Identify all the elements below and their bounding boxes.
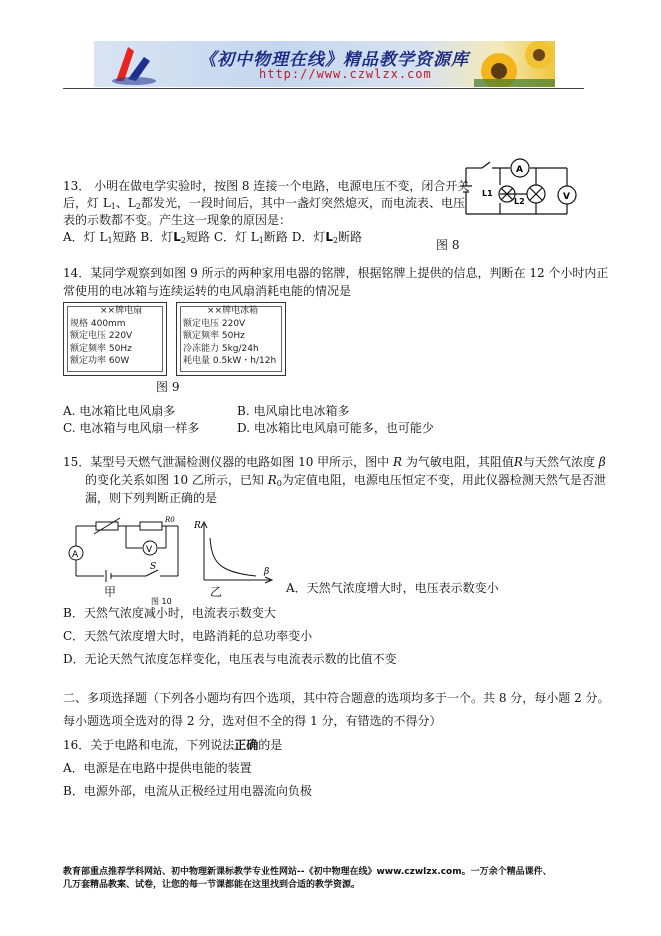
- figure8-caption: 图 8: [436, 238, 460, 252]
- fig8-voltmeter-label: V: [563, 192, 570, 202]
- q13-line3: 表的示数都不变。产生这一现象的原因是：: [63, 213, 292, 227]
- fig8-lamp1-label: L1: [482, 189, 493, 198]
- fridge-plate-row: 额定电压 220V: [183, 318, 246, 329]
- header-divider: [63, 88, 584, 89]
- fig8-lamp2-label: L2: [514, 197, 525, 206]
- fig10-switch-label: S: [150, 562, 157, 572]
- figure10-circuit: [66, 514, 184, 584]
- fan-plate-row: 额定电压 220V: [70, 331, 133, 341]
- graph-beta-axis-label: β: [264, 567, 270, 577]
- banner-title: 《初中物理在线》精品教学资源库: [199, 50, 469, 70]
- q16-option-a: A．电源是在电路中提供电能的装置: [63, 761, 252, 775]
- q15-line3: 漏，则下列判断正确的是: [85, 491, 218, 505]
- fridge-plate-row: 额定频率 50Hz: [183, 331, 245, 341]
- fan-plate-row: 额定功率 60W: [70, 356, 130, 366]
- header-banner: [94, 41, 555, 87]
- q15-option-c: C．天然气浓度增大时，电路消耗的总功率变小: [63, 629, 313, 643]
- q16-option-b: B．电源外部，电流从正极经过用电器流向负极: [63, 784, 312, 798]
- q13-line2: 后，灯 $L_1$、$L_2$都发光，一段时间后，其中一盏灯突然熄灭，而电流表、电压: [63, 196, 465, 211]
- fig10-r0-label: R0: [165, 516, 175, 524]
- fan-plate-row: 额定频率 50Hz: [70, 343, 132, 354]
- q15-option-d: D．无论天然气浓度怎样变化，电压表与电流表示数的比值不变: [63, 652, 397, 666]
- banner-url[interactable]: http://www.czwlzx.com: [259, 67, 432, 81]
- figure10-yi-label: 乙: [210, 585, 223, 599]
- figure9-caption: 图 9: [156, 380, 180, 394]
- section2-instructions-line1: 二、多项选择题（下列各小题均有四个选项，其中符合题意的选项均多于一个。共 8 分，每小题 2 分。: [63, 691, 610, 705]
- q14-option-a: A. 电冰箱比电风扇多: [63, 404, 176, 418]
- figure10-graph: [194, 518, 276, 584]
- fridge-plate-title: ××牌电冰箱: [207, 306, 259, 316]
- q13-options: A．灯 $L_1$短路 B．灯$L_2$短路 C．灯 $L_1$断路 D．灯$L_2$断路: [63, 230, 363, 245]
- q15-line1: 15．某型号天燃气泄漏检测仪器的电路如图 10 甲所示，图中 R 为气敏电阻，其阻值R与天然气浓度 β: [63, 455, 606, 469]
- q15-option-b: B．天然气浓度减小时，电流表示数变大: [63, 606, 276, 620]
- q14-option-c: C. 电冰箱与电风扇一样多: [63, 421, 200, 435]
- fig8-ammeter-label: A: [516, 165, 523, 175]
- figure8-circuit: [460, 158, 582, 220]
- fig10-ammeter-label: A: [72, 550, 79, 560]
- fridge-plate-row: 冷冻能力 5kg/24h: [183, 343, 259, 354]
- figure10-caption: 图 10: [151, 597, 172, 606]
- fan-plate-title: ××牌电扇: [100, 306, 143, 316]
- q16-stem: 16．关于电路和电流，下列说法正确的是: [63, 738, 283, 752]
- q15-line2: 的变化关系如图 10 乙所示，已知 $R_0$为定值电阻，电源电压恒定不变，用此仪器检测天然气是否泄: [85, 473, 606, 488]
- q14-option-b: B. 电风扇比电冰箱多: [237, 404, 350, 418]
- q14-option-d: D. 电冰箱比电风扇可能多，也可能少: [237, 421, 434, 435]
- q14-line1: 14．某同学观察到如图 9 所示的两种家用电器的铭牌，根据铭牌上提供的信息，判断在 12 个小时内正: [63, 266, 609, 280]
- fan-nameplate: [63, 302, 167, 376]
- fig10-voltmeter-label: V: [146, 545, 153, 555]
- graph-r-axis-label: R: [194, 521, 201, 531]
- q15-option-a: A．天然气浓度增大时，电压表示数变小: [286, 581, 499, 595]
- section2-instructions-line2: 每小题选项全选对的得 2 分，选对但不全的得 1 分，有错选的不得分）: [63, 714, 442, 728]
- fridge-nameplate: [176, 302, 286, 376]
- footer-line2: 几万套精品教案、试卷，让您的每一节课都能在这里找到合适的教学资源。: [63, 880, 361, 890]
- q14-line2: 常使用的电冰箱与连续运转的电风扇消耗电能的情况是: [63, 284, 352, 298]
- q13-line1: 13． 小明在做电学实验时，按图 8 连接一个电路，电源电压不变，闭合开关: [63, 179, 470, 193]
- footer-line1: 教育部重点推荐学科网站、初中物理新课标教学专业性网站--《初中物理在线》www.czwlzx.com。一万余个精品课件、: [63, 867, 552, 877]
- figure10-jia-label: 甲: [104, 585, 117, 599]
- fridge-plate-row: 耗电量 0.5kW・h/12h: [183, 356, 277, 366]
- fan-plate-row: 规格 400mm: [70, 318, 126, 329]
